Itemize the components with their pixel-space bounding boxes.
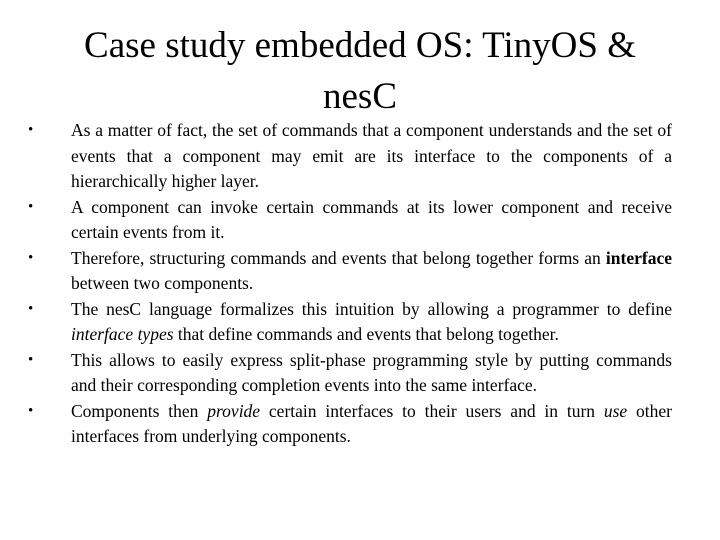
bullet-icon: • xyxy=(28,402,34,419)
italic-term-use: use xyxy=(603,400,628,421)
bullet-list xyxy=(28,118,672,450)
bullet-text-start: Therefore, structuring commands and events that belong together forms an xyxy=(71,247,606,268)
italic-term-provide: provide xyxy=(207,400,261,421)
bullet-text-start: Components then xyxy=(71,400,208,421)
bullet-text-end: other interfaces from underlying components. xyxy=(71,400,672,446)
bullet-item-1 xyxy=(28,118,672,195)
bullet-text: This allows to easily express split-phase programming style by putting commands and their corresponding completion events into the same interface. xyxy=(71,349,672,395)
bullet-icon: • xyxy=(28,351,34,368)
title-line-2: nesC xyxy=(323,76,397,117)
bullet-item-2 xyxy=(28,195,672,246)
bullet-text: A component can invoke certain commands at its lower component and receive certain events from it. xyxy=(71,196,672,242)
bullet-item-5 xyxy=(28,348,672,399)
title-line-1: Case study embedded OS: TinyOS & xyxy=(84,25,636,66)
bullet-text-start: The nesC language formalizes this intuition by allowing a programmer to define xyxy=(71,298,672,319)
bullet-item-6 xyxy=(28,399,672,450)
bullet-text: As a matter of fact, the set of commands that a component understands and the set of events that a component may emit are its interface to the components of a hierarchically higher layer. xyxy=(71,120,672,191)
bullet-icon: • xyxy=(28,198,34,215)
bullet-item-3 xyxy=(28,246,672,297)
bullet-text-middle: certain interfaces to their users and in turn xyxy=(260,400,604,421)
italic-term-interface-types: interface types xyxy=(71,324,174,344)
bullet-text-end: between two components. xyxy=(71,273,254,293)
bullet-icon: • xyxy=(28,122,34,138)
bullet-text-end: that define commands and events that belong together. xyxy=(173,324,559,344)
bullet-icon: • xyxy=(28,249,34,266)
slide-title xyxy=(40,20,680,122)
bold-term-interface: interface xyxy=(605,247,672,268)
bullet-item-4 xyxy=(28,297,672,348)
bullet-icon: • xyxy=(28,300,34,317)
